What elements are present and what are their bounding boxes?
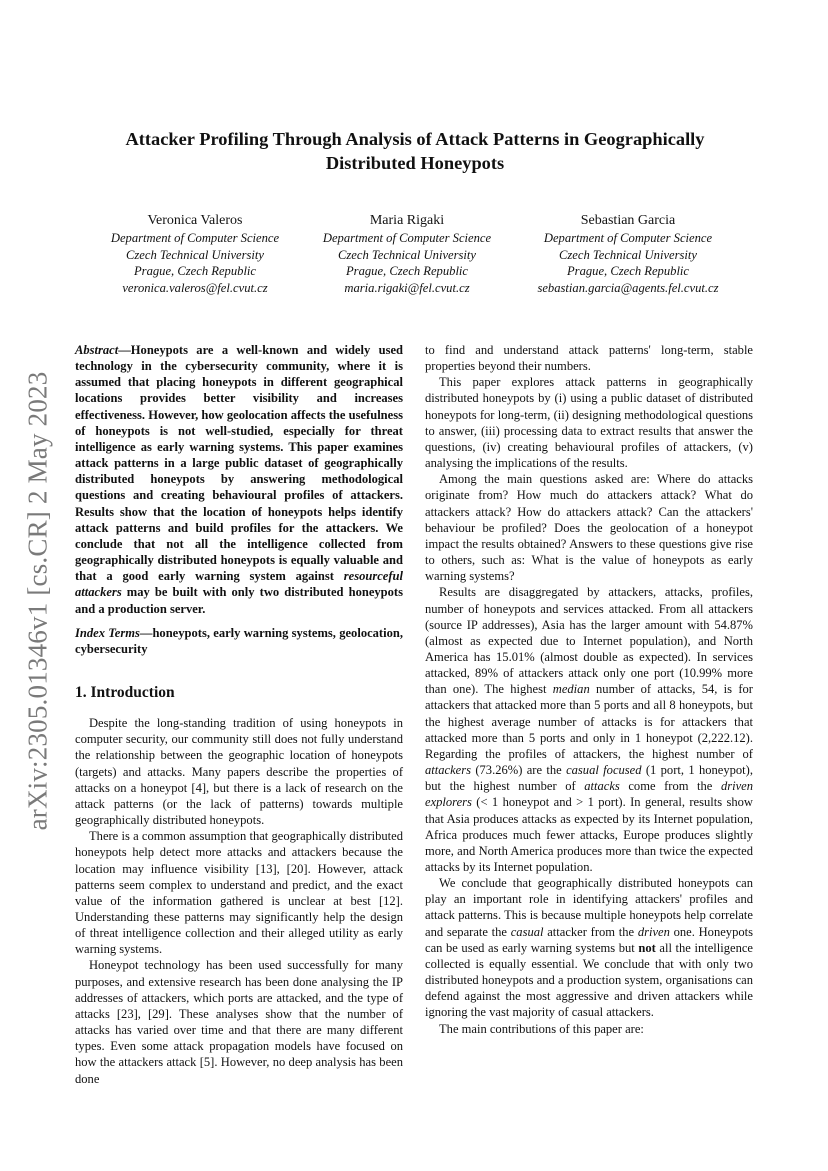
arxiv-identifier-stamp (16, 362, 60, 840)
conclusion-text: We conclude that geographically distributed honeypots can play an important role in identifying attackers' profiles and attack patterns. This is because multiple honeypots help correlate and separate the (425, 876, 753, 939)
results-text: number of attacks, 54, is for attackers that attacked more than 5 ports and all 8 honeypots, but the highest average number of attacks is for attackers that attacked more than 5 ports and only in 1 honeypot (2,222.12). Regarding the profiles of attackers, the highest number of (425, 682, 753, 761)
results-emphasis: median (552, 682, 590, 697)
conclusion-emphasis: driven (637, 924, 670, 939)
conclusion-text: all the intelligence collected is equally essential. We conclude that with only two distributed honeypots and a production system, organisations can defend against the most aggressive and driven attackers while ignoring the vast majority of casual attackers. (425, 940, 753, 1020)
results-text: (1 port, 1 honeypot), but the highest number of (425, 763, 753, 794)
abstract-text-1: —Honeypots are a well-known and widely used technology in the cybersecurity community, where it is assumed that placing honeypots in different geographical locations provides better visibility and increases effectiveness. However, how geolocation affects the usefulness of honeypots is not well-studied, especially for threat intelligence as early warning systems. This paper examines attack patterns in a large public dataset of geographically distributed honeypots by answering methodological questions and creating behavioural profiles of attackers. Results show that the location of honeypots helps identify attack patterns and build profiles for the attackers. We conclude that not all the intelligence collected from geographically distributed honeypots is equally valuable and that a good early warning system against (75, 343, 403, 584)
author-email: sebastian.garcia@agents.fel.cvut.cz (537, 280, 719, 295)
index-terms (75, 625, 403, 657)
author-department: Department of Computer Science (543, 231, 713, 245)
results-text: (< 1 honeypot and > 1 port). In general, results show that Asia produces attacks as expected by its Internet population, Africa produces much fewer attacks, Europe produces slightly more, and North America produces more than twice the expected attacks by its Internet population. (425, 795, 753, 874)
author-name: Sebastian Garcia (580, 213, 676, 228)
index-terms-lead: Index Terms (75, 625, 140, 640)
author-name: Maria Rigaki (369, 213, 445, 228)
right-paragraph-contributions: The main contributions of this paper are: (439, 1021, 644, 1036)
results-text: (73.26%) are the (471, 763, 567, 778)
right-paragraph-approach: This paper explores attack patterns in geographically distributed honeypots by (i) using a public dataset of distributed honeypots for long-term, (ii) designing methodological questions to answer, (iii) processing data to extract results that answer the questions, (iv) creating behavioural profiles of attackers, (v) analysing the implications of the results. (425, 375, 753, 471)
conclusion-strong: not (638, 940, 656, 955)
conclusion-text: one. Honeypots can be used as early warning systems but (425, 924, 753, 955)
paper-title: Attacker Profiling Through Analysis of Attack Patterns in Geographically Distributed Honeypots (125, 129, 705, 173)
right-paragraph-questions: Among the main questions asked are: Where do attacks originate from? How much do attackers attack? What do attackers attack? How do attackers attack? Can the attackers' behaviour be profiled? Does the geolocation of a honeypot impact the results obtained? Answers to these questions give rise to others, such as: What is the value of honeypots as early warning systems? (425, 472, 753, 584)
right-paragraph-continued: to find and understand attack patterns' long-term, stable properties beyond their numbers. (425, 343, 753, 374)
author-university: Czech Technical University (125, 247, 265, 262)
abstract-text-2: may be built with only two distributed honeypots and a production server. (75, 585, 403, 616)
intro-paragraph-2: There is a common assumption that geographically distributed honeypots help detect more attacks and attackers because the location may influence visibility [13], [20]. However, attack patterns seem complex to understand and predict, and the exact value of the information gathered is unclear at best [12]. Understanding these patterns may significantly help the design of threat intelligence collection and their alleged utility as early warning systems. (75, 829, 403, 957)
author-university: Czech Technical University (558, 247, 698, 262)
results-emphasis: attacks (584, 779, 620, 794)
abstract-lead: Abstract (75, 343, 119, 357)
author-name: Veronica Valeros (147, 213, 243, 228)
author-1 (80, 211, 310, 296)
right-paragraph-conclusion (425, 875, 753, 1020)
author-university: Czech Technical University (337, 247, 477, 262)
author-block (80, 211, 750, 301)
index-terms-text: —honeypots, early warning systems, geolocation, cybersecurity (75, 625, 403, 656)
right-paragraph-results (425, 584, 753, 875)
author-email: veronica.valeros@fel.cvut.cz (122, 280, 268, 295)
author-email: maria.rigaki@fel.cvut.cz (344, 280, 470, 295)
abstract-emphasis: resourceful attackers (75, 569, 403, 600)
intro-paragraph-1: Despite the long-standing tradition of using honeypots in computer security, our community still does not fully understand the relationship between the geographic location of honeypots (targets) and attacks. Many papers describe the properties of attacks on a honeypot [4], but there is a lack of research on the attack patterns (or the lack of patterns) towards multiple geographically distributed honeypots. (75, 716, 403, 828)
author-2 (292, 211, 522, 296)
intro-paragraph-3: Honeypot technology has been used successfully for many purposes, and extensive research has been done analysing the IP addresses of attackers, which ports are attacked, and the type of attacks [23], [29]. These analyses show that the number of attacks has varied over time and that there are many different types. Even some attack propagation models have focused on how the attackers attack [5]. However, no deep analysis has been done (75, 958, 403, 1086)
author-location: Prague, Czech Republic (133, 264, 257, 278)
author-department: Department of Computer Science (110, 231, 280, 245)
results-text: Results are disaggregated by attackers, attacks, profiles, number of honeypots and services attacked. From all attackers (source IP addresses), Asia has the larger amount with 54.87% (almost as expected due to Internet population), and North America has 15.01% (almost double as expected). In services attacked, 89% of attackers attack only one port (10.99% more than one). The highest (425, 585, 753, 697)
results-text: come from the (619, 779, 721, 794)
arxiv-identifier-text: arXiv:2305.01346v1 [cs.CR] 2 May 2023 (22, 371, 53, 831)
conclusion-text: attacker from the (543, 924, 638, 939)
results-emphasis: casual focused (566, 763, 642, 778)
author-3 (513, 211, 743, 296)
left-column (75, 342, 403, 1087)
section-heading-introduction: 1. Introduction (75, 683, 175, 701)
author-location: Prague, Czech Republic (566, 264, 690, 278)
results-emphasis: attackers (425, 763, 471, 778)
results-emphasis: driven explorers (425, 779, 754, 810)
right-column (425, 342, 753, 1037)
abstract (75, 342, 403, 617)
author-location: Prague, Czech Republic (345, 264, 469, 278)
conclusion-emphasis: casual (510, 924, 544, 939)
author-department: Department of Computer Science (322, 231, 492, 245)
